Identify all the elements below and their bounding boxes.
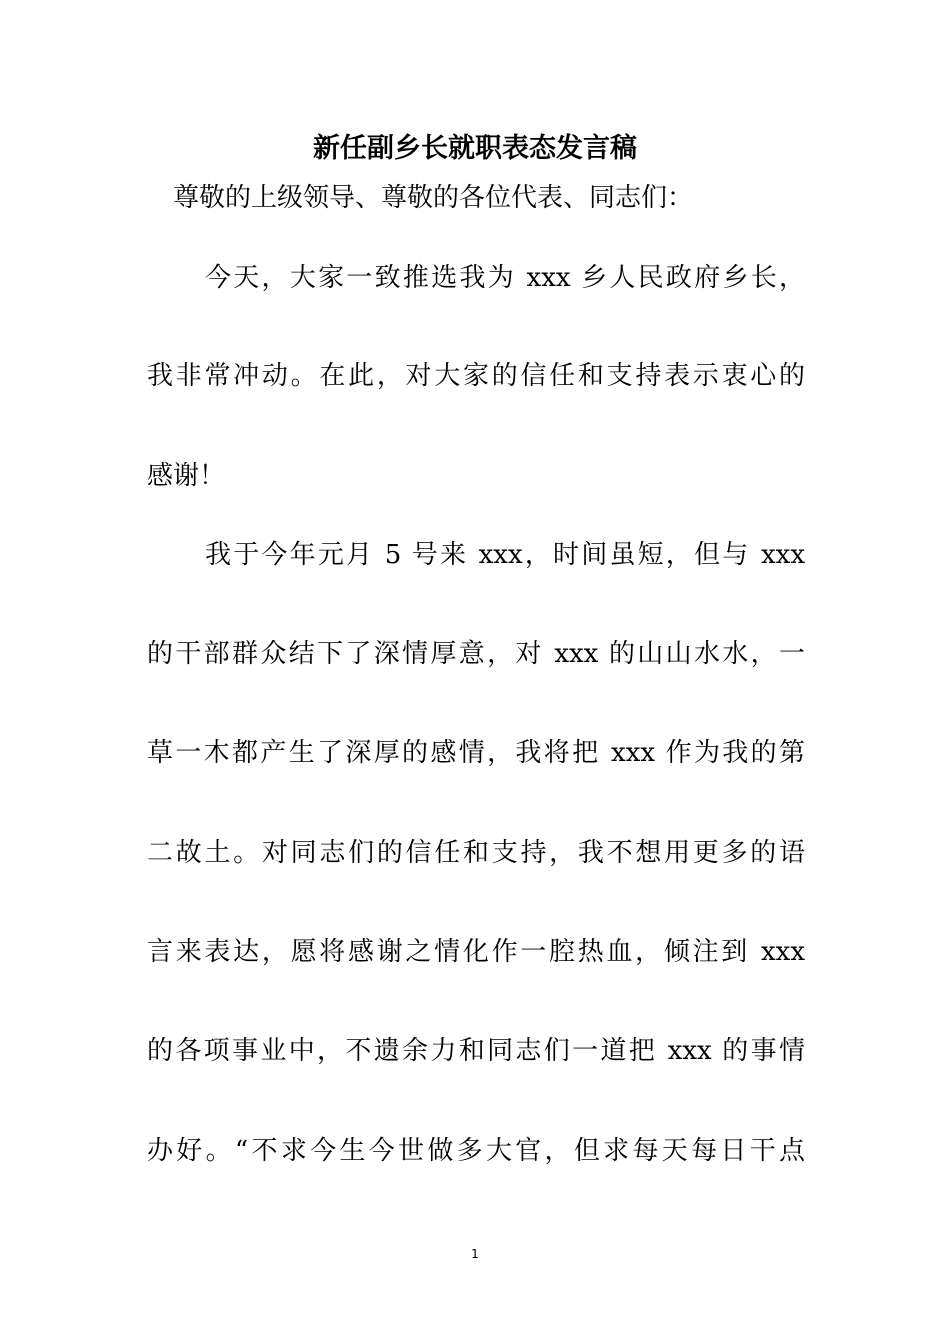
paragraph-1-line-1: 今天，大家一致推选我为 xxx 乡人民政府乡长， bbox=[205, 263, 805, 293]
paragraph-2-line-6: 的各项事业中，不遗余力和同志们一道把 xxx 的事情 bbox=[147, 1036, 805, 1066]
paragraph-2-line-2: 的干部群众结下了深情厚意，对 xxx 的山山水水，一 bbox=[147, 639, 805, 669]
document-title: 新任副乡长就职表态发言稿 bbox=[313, 133, 637, 164]
paragraph-2-line-1: 我于今年元月 5 号来 xxx，时间虽短，但与 xxx bbox=[205, 540, 805, 570]
paragraph-2-line-4: 二故土。对同志们的信任和支持，我不想用更多的语 bbox=[147, 838, 805, 868]
salutation: 尊敬的上级领导、尊敬的各位代表、同志们： bbox=[173, 183, 694, 213]
paragraph-2-line-7: 办好。“不求今生今世做多大官，但求每天每日干点 bbox=[147, 1136, 805, 1166]
paragraph-2-line-5: 言来表达，愿将感谢之情化作一腔热血，倾注到 xxx bbox=[147, 937, 805, 967]
paragraph-1-line-2: 我非常冲动。在此，对大家的信任和支持表示衷心的 bbox=[147, 361, 805, 391]
paragraph-1-line-3: 感谢！ bbox=[147, 461, 226, 491]
page-number: 1 bbox=[471, 1247, 479, 1261]
paragraph-2-line-3: 草一木都产生了深厚的感情，我将把 xxx 作为我的第 bbox=[147, 738, 805, 768]
